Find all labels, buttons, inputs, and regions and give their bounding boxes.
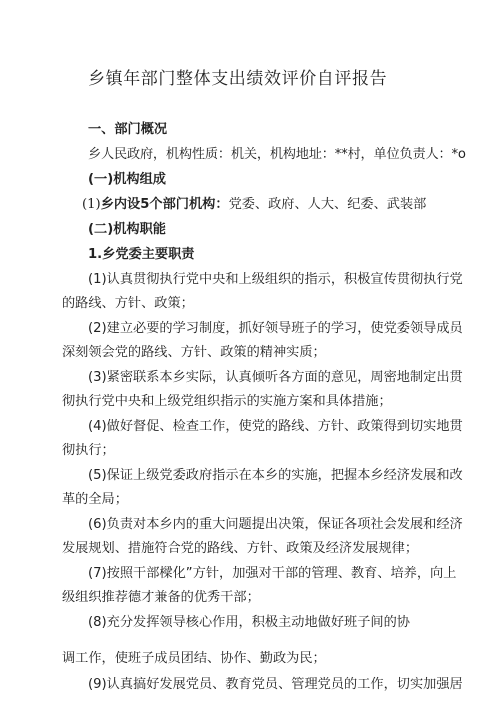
composition-item-bold: 乡内设5个部门机构： bbox=[100, 197, 229, 212]
composition-item bbox=[82, 196, 426, 214]
paragraph-line: 级组织推荐德才兼备的优秀干部； bbox=[62, 590, 260, 605]
paragraph-line: (7)按照干部樑化”方针，加强对干部的管理、教育、培养，向上 bbox=[88, 566, 457, 581]
overview-line: 乡人民政府，机构性质：机关，机构地址：**村，单位负责人：*o bbox=[88, 147, 466, 162]
paragraph-line: 发展规划、措施符合党的路线、方针、政策及经济发展规律； bbox=[62, 541, 419, 556]
paragraph-line: 彻执行； bbox=[62, 443, 115, 458]
composition-item-number: (1) bbox=[82, 197, 101, 212]
duties-heading: 1.乡党委主要职责 bbox=[88, 247, 195, 262]
paragraph-line: (3)紧密联系本乡实际，认真倾听各方面的意见，周密地制定出贯 bbox=[88, 370, 463, 385]
paragraph-line: (6)负责对本乡内的重大问题提出决策，保证各项社会发展和经济 bbox=[88, 517, 463, 532]
composition-item-text: 党委、政府、人大、纪委、武装部 bbox=[228, 197, 427, 212]
paragraph-line: (2)建立必要的学习制度，抓好领导班子的学习，使党委领导成员 bbox=[88, 321, 463, 336]
paragraph-line: 的路线、方针、政策； bbox=[62, 296, 194, 311]
paragraph-line: (5)保证上级党委政府指示在本乡的实施，把握本乡经济发展和改 bbox=[88, 468, 463, 483]
document-title: 乡镇年部门整体支出绩效评价自评报告 bbox=[88, 69, 388, 89]
subsection-heading-composition: (一)机构组成 bbox=[88, 172, 166, 187]
section-heading-overview: 一、部门概况 bbox=[88, 122, 168, 137]
paragraph-line: (4)做好督促、检查工作，使党的路线、方针、政策得到切实地贯 bbox=[88, 419, 463, 434]
paragraph-line: 彻执行党中央和上级党组织指示的实施方案和具体措施； bbox=[62, 394, 392, 409]
paragraph-line: 革的全局； bbox=[62, 492, 128, 507]
paragraph-line: (1)认真贯彻执行党中央和上级组织的指示，积极宣传贯彻执行党 bbox=[88, 272, 463, 287]
subsection-heading-functions: (二)机构职能 bbox=[88, 222, 166, 237]
paragraph-line: 深刻领会党的路线、方针、政策的精神实质； bbox=[62, 345, 326, 360]
paragraph-line: (8)充分发挥领导核心作用，积极主动地做好班子间的协 bbox=[88, 615, 410, 630]
paragraph-line: 调工作，使班子成员团结、协作、勤政为民； bbox=[62, 651, 326, 666]
paragraph-line: (9)认真搞好发展党员、教育党员、管理党员的工作，切实加强居 bbox=[88, 677, 463, 692]
